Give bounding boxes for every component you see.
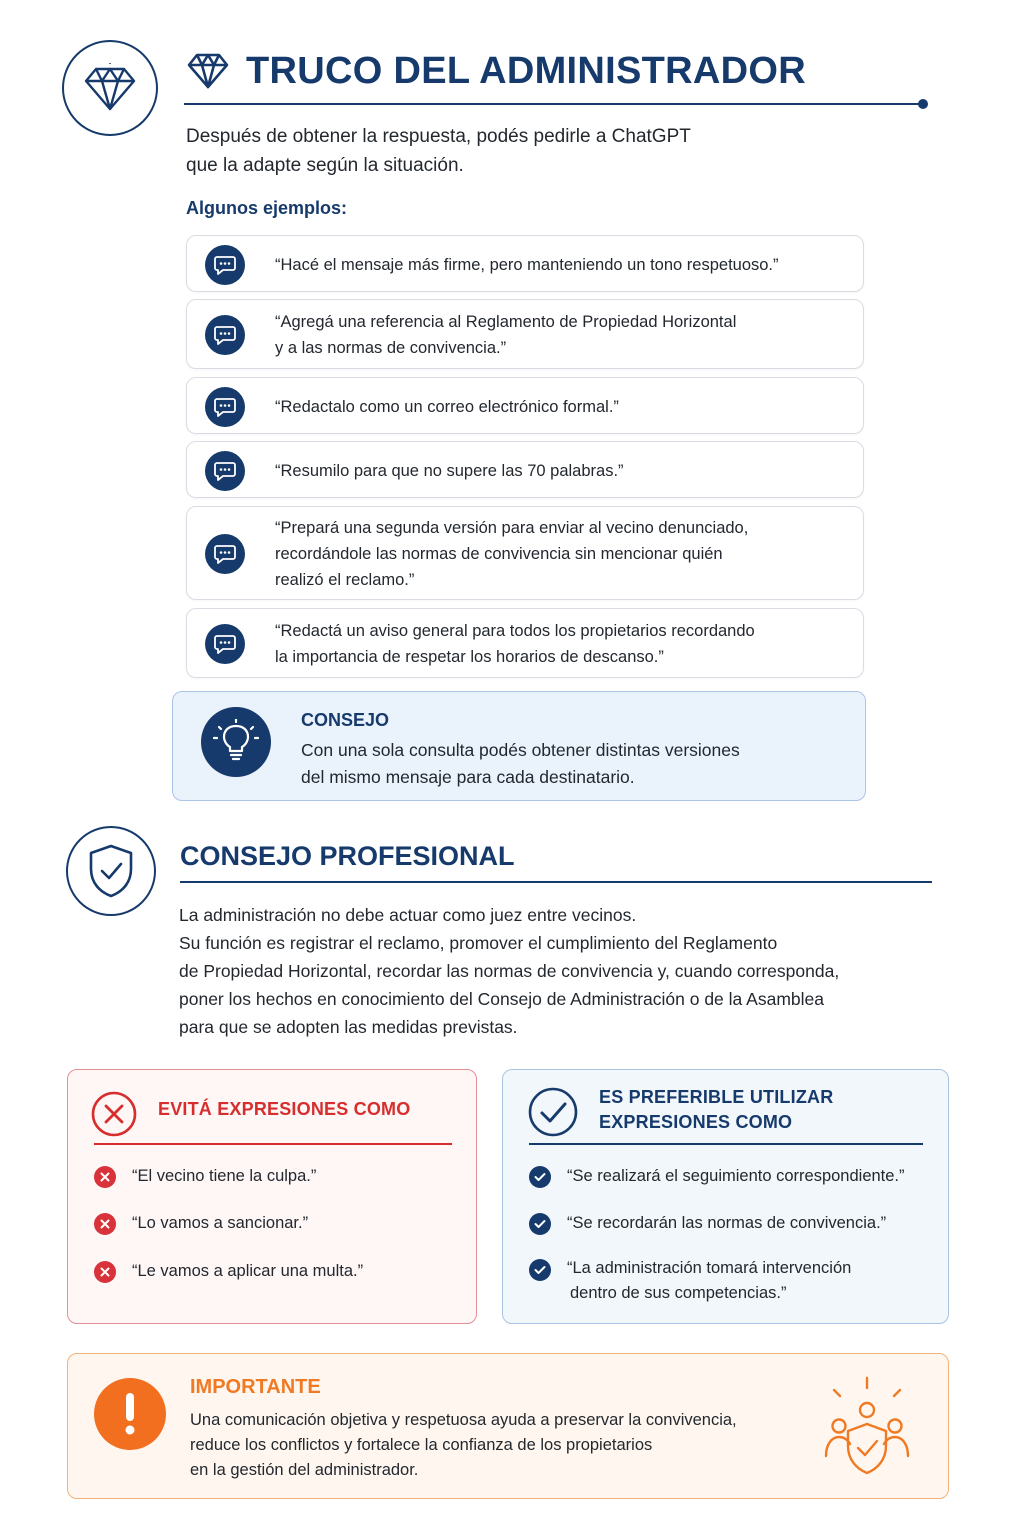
tip-line: Con una sola consulta podés obtener distintas versiones: [301, 740, 740, 760]
important-box: [67, 1353, 949, 1499]
tip-text: [301, 737, 841, 791]
important-line: reduce los conflictos y fortalece la confianza de los propietarios: [190, 1436, 653, 1454]
chat-bubble-icon: [205, 387, 245, 427]
paragraph-line: de Propiedad Horizontal, recordar las normas de convivencia y, cuando corresponda,: [179, 961, 840, 981]
title-divider: [184, 103, 924, 105]
divider-dot: [918, 99, 928, 109]
paragraph-line: La administración no debe actuar como juez entre vecinos.: [179, 905, 637, 925]
section-divider: [180, 881, 932, 883]
examples-heading: Algunos ejemplos:: [186, 198, 348, 218]
avoid-item: [94, 1211, 308, 1236]
prefer-box: [502, 1069, 949, 1324]
paragraph-line: Su función es registrar el reclamo, promover el cumplimiento del Reglamento: [179, 933, 778, 953]
example-line: “Prepará una segunda versión para enviar al vecino denunciado,: [275, 519, 749, 537]
check-bullet-icon: [529, 1259, 551, 1281]
example-card: [186, 608, 864, 678]
example-text: [275, 394, 839, 420]
professional-text: [179, 901, 939, 1041]
important-line: Una comunicación objetiva y respetuosa ayuda a preservar la convivencia,: [190, 1411, 737, 1429]
prefer-title: [599, 1085, 833, 1135]
prefer-title-line: EXPRESIONES COMO: [599, 1112, 793, 1132]
prefer-divider: [529, 1143, 923, 1145]
check-bullet-icon: [529, 1213, 551, 1235]
intro-line: que la adapte según la situación.: [186, 155, 464, 176]
tip-title: CONSEJO: [301, 710, 390, 730]
avoid-item: [94, 1259, 363, 1284]
x-bullet-icon: [94, 1213, 116, 1235]
tip-line: del mismo mensaje para cada destinatario.: [301, 767, 635, 787]
avoid-title: EVITÁ EXPRESIONES COMO: [158, 1099, 411, 1119]
avoid-item-text: “Lo vamos a sancionar.”: [132, 1214, 309, 1232]
community-shield-icon: [812, 1374, 922, 1489]
example-text: [275, 515, 839, 593]
example-line: la importancia de respetar los horarios de descanso.”: [275, 648, 664, 666]
prefer-item-text: “Se recordarán las normas de convivencia.”: [567, 1214, 887, 1232]
example-card: [186, 235, 864, 292]
important-title: IMPORTANTE: [190, 1376, 321, 1398]
chat-bubble-icon: [205, 451, 245, 491]
diamond-icon: [186, 52, 230, 90]
x-bullet-icon: [94, 1261, 116, 1283]
intro-text: [186, 122, 826, 180]
paragraph-line: poner los hechos en conocimiento del Consejo de Administración o de la Asamblea: [179, 989, 824, 1009]
diamond-badge: [62, 40, 158, 136]
prefer-item-text: [567, 1256, 851, 1306]
example-text: [275, 309, 839, 361]
example-card: [186, 441, 864, 498]
avoid-divider: [94, 1143, 452, 1145]
x-circle-icon: [90, 1090, 138, 1138]
prefer-item: [529, 1256, 851, 1306]
page-title: TRUCO DEL ADMINISTRADOR: [246, 50, 806, 92]
title-diamond-icon: [186, 52, 230, 95]
prefer-title-line: ES PREFERIBLE UTILIZAR: [599, 1087, 834, 1107]
example-line: “Resumilo para que no supere las 70 palabras.”: [275, 461, 624, 480]
x-bullet-icon: [94, 1166, 116, 1188]
example-text: [275, 618, 839, 670]
chat-bubble-icon: [205, 624, 245, 664]
example-line: y a las normas de convivencia.”: [275, 339, 507, 357]
shield-check-icon: [86, 843, 136, 899]
avoid-item-text: “Le vamos a aplicar una multa.”: [132, 1262, 364, 1280]
prefer-item: [529, 1164, 905, 1189]
example-line: “Hacé el mensaje más firme, pero manteniendo un tono respetuoso.”: [275, 255, 779, 274]
important-text: [190, 1408, 810, 1483]
example-card: [186, 299, 864, 369]
check-circle-badge: [527, 1086, 579, 1143]
exclamation-icon: [94, 1378, 166, 1450]
example-line: “Redactalo como un correo electrónico formal.”: [275, 397, 619, 416]
paragraph-line: para que se adopten las medidas previstas.: [179, 1017, 518, 1037]
shield-badge: [66, 826, 156, 916]
prefer-item: [529, 1211, 886, 1236]
chat-bubble-icon: [205, 315, 245, 355]
chat-bubble-icon: [205, 534, 245, 574]
prefer-item-line: dentro de sus competencias.”: [570, 1284, 787, 1302]
x-circle-badge: [90, 1090, 138, 1143]
example-line: “Agregá una referencia al Reglamento de Propiedad Horizontal: [275, 313, 737, 331]
avoid-item-text: “El vecino tiene la culpa.”: [132, 1167, 317, 1185]
example-line: realizó el reclamo.”: [275, 571, 415, 589]
section-title: CONSEJO PROFESIONAL: [180, 841, 515, 871]
avoid-item: [94, 1164, 316, 1189]
important-line: en la gestión del administrador.: [190, 1461, 419, 1479]
tip-box: [172, 691, 866, 801]
example-card: [186, 506, 864, 600]
prefer-item-text: “Se realizará el seguimiento correspondiente.”: [567, 1167, 905, 1185]
example-line: recordándole las normas de convivencia sin mencionar quién: [275, 545, 723, 563]
lightbulb-icon: [213, 719, 259, 765]
example-text: [275, 458, 839, 484]
diamond-icon: [82, 63, 138, 113]
check-bullet-icon: [529, 1166, 551, 1188]
prefer-item-line: “La administración tomará intervención: [567, 1259, 852, 1277]
example-card: [186, 377, 864, 434]
lightbulb-badge: [201, 707, 271, 777]
chat-bubble-icon: [205, 245, 245, 285]
example-line: “Redactá un aviso general para todos los propietarios recordando: [275, 622, 755, 640]
avoid-box: [67, 1069, 477, 1324]
intro-line: Después de obtener la respuesta, podés pedirle a ChatGPT: [186, 126, 691, 147]
check-circle-icon: [527, 1086, 579, 1138]
example-text: [275, 252, 839, 278]
